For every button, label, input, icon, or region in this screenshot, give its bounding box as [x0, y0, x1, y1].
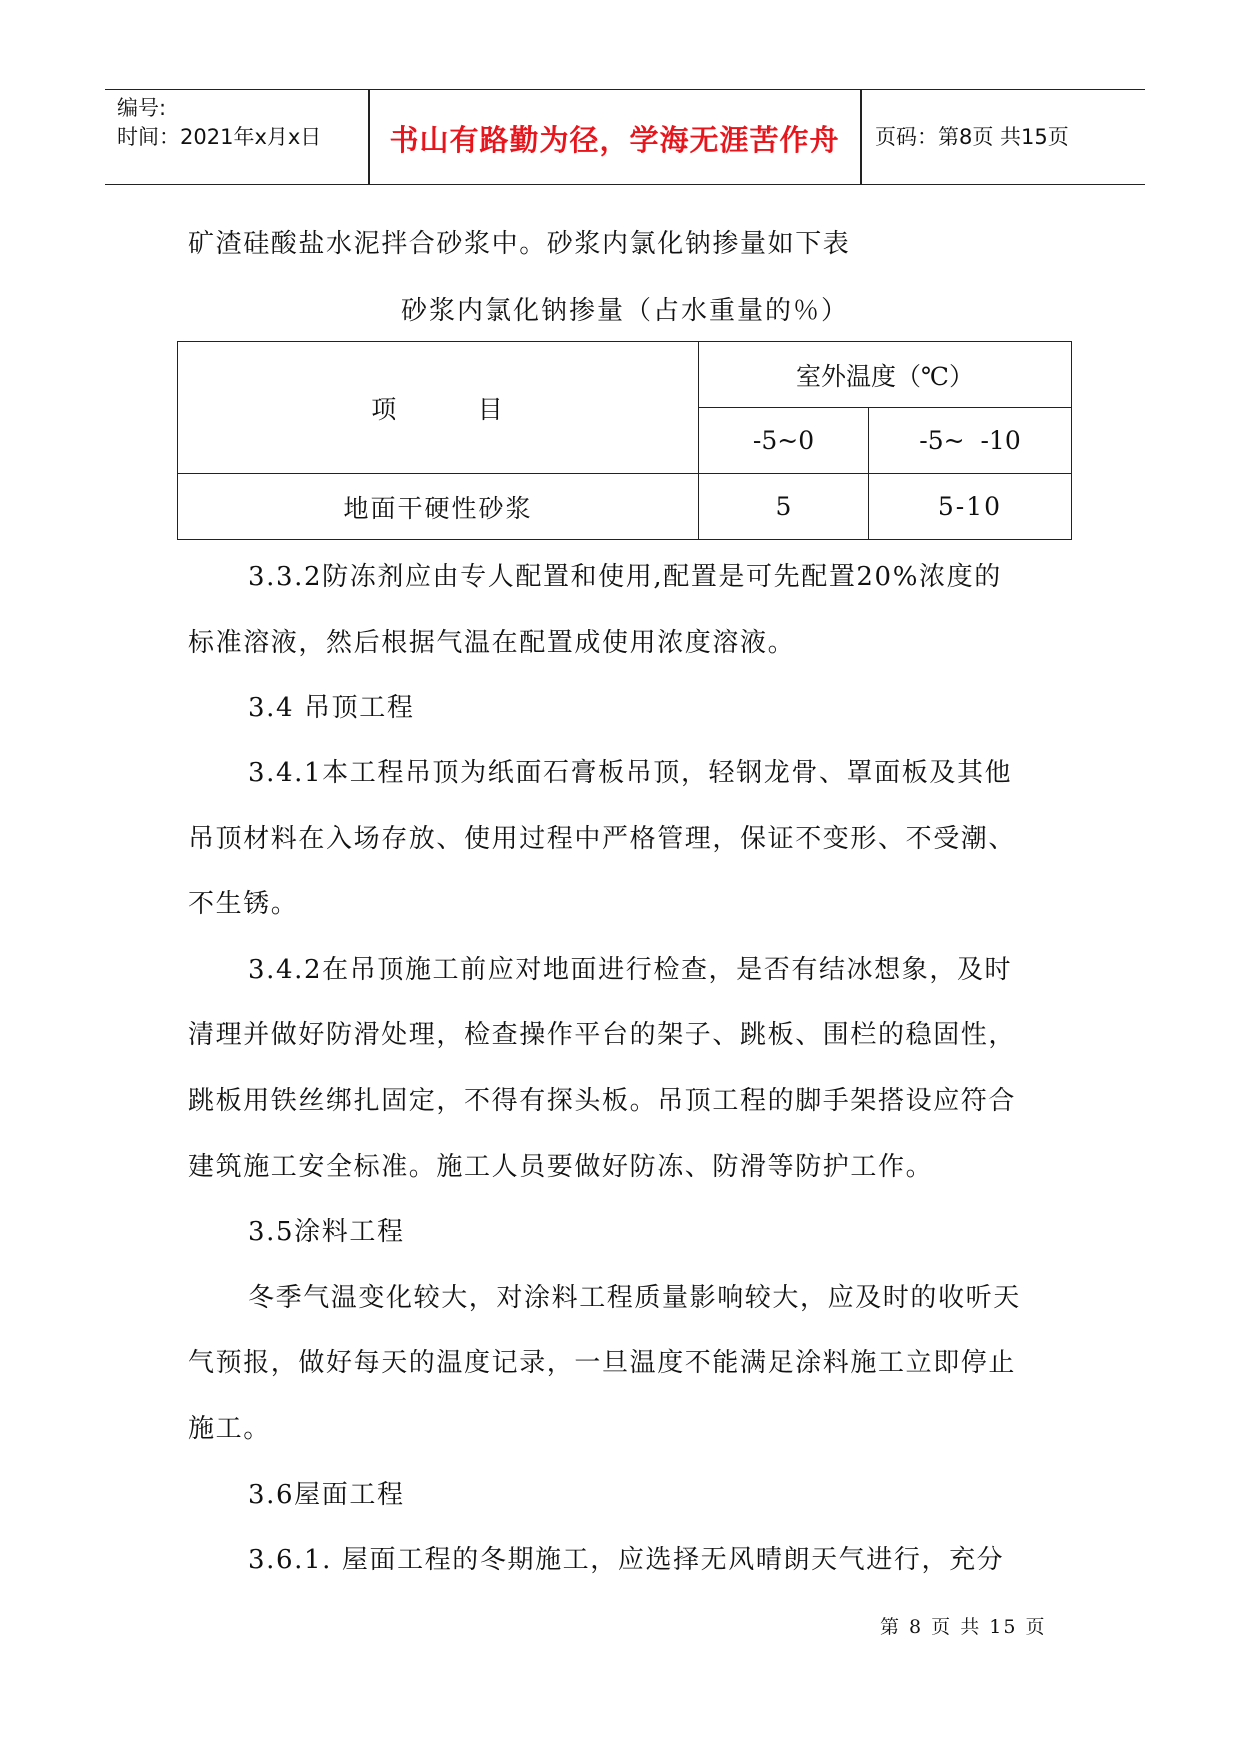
section-heading: 3.6屋面工程	[248, 1480, 405, 1510]
paragraph: 气预报，做好每天的温度记录，一旦温度不能满足涂料施工立即停止	[188, 1348, 1017, 1378]
row-label: 地面干硬性砂浆	[178, 474, 699, 540]
row-value: 5-10	[869, 474, 1072, 540]
col1-header: -5~0	[699, 408, 869, 474]
paragraph: 不生锈。	[188, 889, 299, 919]
paragraph: 3.4.2在吊顶施工前应对地面进行检查，是否有结冰想象，及时	[248, 955, 1013, 985]
paragraph: 矿渣硅酸盐水泥拌合砂浆中。砂浆内氯化钠掺量如下表	[188, 229, 851, 259]
paragraph: 跳板用铁丝绑扎固定，不得有探头板。吊顶工程的脚手架搭设应符合	[188, 1086, 1017, 1116]
number-label: 编号:	[117, 96, 167, 120]
temp-header: 室外温度（℃）	[699, 342, 1072, 408]
time-label: 时间：2021年x月x日	[117, 125, 322, 149]
paragraph: 3.6.1. 屋面工程的冬期施工，应选择无风晴朗天气进行，充分	[248, 1545, 1005, 1575]
paragraph: 标准溶液，然后根据气温在配置成使用浓度溶液。	[188, 628, 796, 658]
paragraph: 3.4.1本工程吊顶为纸面石膏板吊顶，轻钢龙骨、罩面板及其他	[248, 758, 1013, 788]
paragraph: 清理并做好防滑处理，检查操作平台的架子、跳板、围栏的稳固性，	[188, 1020, 1017, 1050]
sodium-chloride-table	[177, 341, 1072, 540]
header-divider	[860, 90, 862, 184]
row-value: 5	[699, 474, 869, 540]
header-motto: 书山有路勤为径，学海无涯苦作舟	[389, 123, 840, 157]
section-heading: 3.5涂料工程	[248, 1217, 405, 1247]
item-header-cell	[178, 342, 699, 474]
paragraph: 建筑施工安全标准。施工人员要做好防冻、防滑等防护工作。	[188, 1152, 934, 1182]
paragraph: 施工。	[188, 1414, 271, 1444]
page-footer: 第 8 页 共 15 页	[880, 1616, 1047, 1638]
page-header	[105, 89, 1145, 185]
col2-header: -5~ -10	[869, 408, 1072, 474]
table-caption: 砂浆内氯化钠掺量（占水重量的％）	[400, 296, 849, 326]
paragraph: 吊顶材料在入场存放、使用过程中严格管理，保证不变形、不受潮、	[188, 824, 1017, 854]
header-meta	[117, 94, 321, 152]
header-page-label: 页码：第8页 共15页	[875, 125, 1069, 149]
paragraph: 冬季气温变化较大，对涂料工程质量影响较大，应及时的收听天	[248, 1283, 1021, 1313]
paragraph: 3.3.2防冻剂应由专人配置和使用,配置是可先配置20%浓度的	[248, 562, 1002, 592]
item-header: 项 目	[371, 394, 505, 424]
section-heading: 3.4 吊顶工程	[248, 693, 415, 723]
